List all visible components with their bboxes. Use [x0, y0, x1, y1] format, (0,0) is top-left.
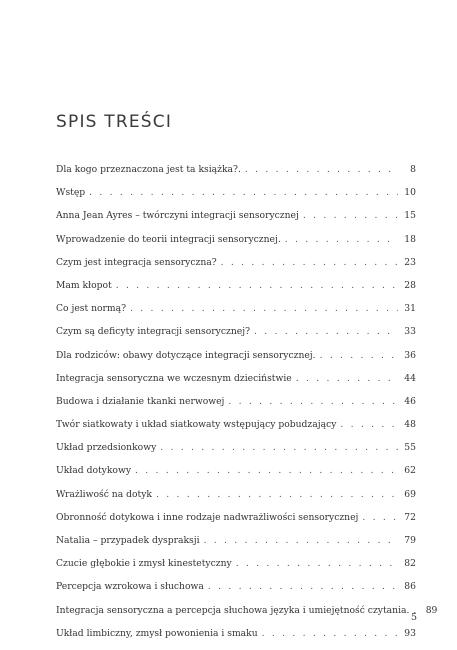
toc-entry-page: 28 — [404, 279, 416, 291]
toc-entry-title: Budowa i działanie tkanki nerwowej — [56, 395, 225, 407]
toc-entry-title: Dla rodziców: obawy dotyczące integracji sensorycznej. — [56, 349, 316, 361]
toc-entry — [56, 251, 416, 274]
toc-entry — [56, 506, 416, 529]
toc-dot-leader — [262, 622, 398, 645]
toc-entry-title: Dla kogo przeznaczona jest ta książka?. — [56, 164, 241, 175]
toc-dot-leader — [135, 459, 398, 482]
toc-entry — [56, 575, 416, 598]
toc-entry-page: 86 — [404, 581, 416, 593]
toc-dot-leader — [296, 367, 398, 390]
toc-entry-page: 69 — [404, 488, 416, 500]
toc-entry — [56, 158, 416, 181]
toc-entry-page: 93 — [404, 627, 416, 639]
toc-entry-page: 33 — [404, 326, 416, 338]
toc-entry-page: 18 — [404, 233, 416, 245]
toc-entry-title: Czym jest integracja sensoryczna? — [56, 256, 217, 268]
toc-dot-leader — [156, 483, 398, 506]
toc-dot-leader — [362, 506, 398, 529]
toc-entry-page: 72 — [404, 511, 416, 523]
toc-entry — [56, 529, 416, 552]
toc-entry-page: 89 — [425, 604, 438, 616]
toc-dot-leader — [208, 575, 398, 598]
toc-entry — [56, 181, 416, 204]
toc-entry-title: Układ dotykowy — [56, 465, 132, 477]
toc-entry-page: 10 — [404, 187, 416, 199]
toc-dot-leader — [303, 204, 398, 227]
table-of-contents — [56, 158, 438, 645]
toc-dot-leader — [89, 181, 398, 204]
toc-entry — [56, 204, 416, 227]
toc-entry — [56, 320, 416, 343]
toc-entry-page: 15 — [404, 210, 416, 222]
toc-entry — [56, 413, 416, 436]
toc-entry-title: Układ przedsionkowy — [56, 442, 157, 454]
toc-dot-leader — [320, 344, 398, 367]
toc-entry-title: Twór siatkowaty i układ siatkowaty wstępujący pobudzający — [56, 419, 337, 431]
toc-dot-leader — [116, 274, 398, 297]
toc-entry-title: Mam kłopot — [56, 279, 112, 291]
toc-entry — [56, 390, 416, 413]
toc-entry-page: 36 — [404, 349, 416, 361]
toc-entry — [56, 599, 438, 622]
toc-entry-page: 8 — [410, 164, 416, 175]
toc-entry-page: 44 — [404, 372, 416, 384]
toc-entry — [56, 552, 416, 575]
toc-dot-leader — [160, 436, 398, 459]
toc-entry-page: 31 — [404, 303, 416, 315]
toc-dot-leader — [221, 251, 398, 274]
toc-dot-leader — [254, 320, 398, 343]
toc-entry-page: 46 — [404, 395, 416, 407]
toc-entry — [56, 297, 416, 320]
toc-entry-title: Czucie głębokie i zmysł kinestetyczny — [56, 558, 232, 570]
toc-entry-page: 48 — [404, 419, 416, 431]
toc-heading: SPIS TREŚCI — [56, 112, 173, 132]
toc-entry-title: Natalia – przypadek dyspraksji — [56, 535, 200, 546]
toc-dot-leader — [245, 158, 398, 181]
toc-entry-title: Co jest normą? — [56, 303, 127, 315]
toc-entry-title: Czym są deficyty integracji sensorycznej? — [56, 326, 250, 338]
toc-entry — [56, 436, 416, 459]
toc-entry-page: 62 — [404, 465, 416, 477]
toc-entry-title: Wstęp — [56, 187, 86, 199]
toc-entry-page: 79 — [404, 535, 416, 546]
toc-dot-leader — [236, 552, 398, 575]
toc-entry-title: Integracja sensoryczna a percepcja słuchowa języka i umiejętność czytania. — [56, 604, 410, 616]
page-number: 5 — [410, 612, 417, 623]
toc-entry — [56, 367, 416, 390]
toc-dot-leader — [228, 390, 398, 413]
toc-dot-leader — [340, 413, 398, 436]
toc-entry — [56, 622, 416, 645]
toc-dot-leader — [285, 228, 398, 251]
toc-entry-title: Percepcja wzrokowa i słuchowa — [56, 581, 204, 593]
toc-entry-title: Obronność dotykowa i inne rodzaje nadwrażliwości sensorycznej — [56, 511, 359, 523]
toc-entry-title: Anna Jean Ayres – twórczyni integracji sensorycznej — [56, 210, 299, 222]
toc-entry-title: Wrażliwość na dotyk — [56, 488, 152, 500]
toc-entry-page: 82 — [404, 558, 416, 570]
toc-entry — [56, 228, 416, 251]
toc-entry — [56, 274, 416, 297]
toc-dot-leader — [204, 529, 398, 552]
toc-entry-title: Układ limbiczny, zmysł powonienia i smaku — [56, 627, 258, 639]
toc-entry-title: Integracja sensoryczna we wczesnym dzieciństwie — [56, 372, 292, 384]
toc-dot-leader — [130, 297, 398, 320]
toc-entry-page: 55 — [404, 442, 416, 454]
toc-entry-title: Wprowadzenie do teorii integracji sensorycznej. — [56, 233, 281, 245]
toc-entry — [56, 483, 416, 506]
toc-entry — [56, 459, 416, 482]
toc-entry — [56, 344, 416, 367]
toc-entry-page: 23 — [404, 256, 416, 268]
